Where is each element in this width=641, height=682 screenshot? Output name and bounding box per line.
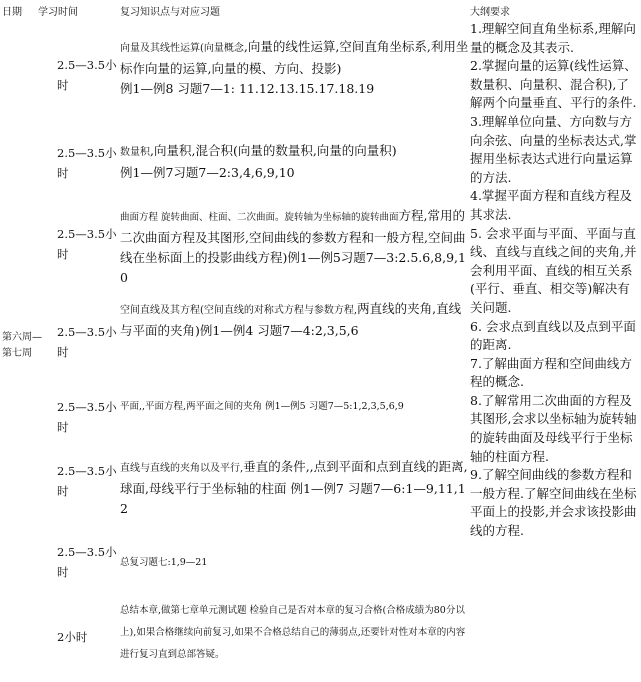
row-1-topic	[120, 36, 470, 98]
week-label: 第六周—第七周	[2, 332, 42, 359]
row-7-time: 2.5—3.5小时	[57, 545, 117, 579]
requirement-6: 6. 会求点到直线以及点到平面的距离.	[470, 318, 636, 353]
requirement-9: 9.了解空间曲线的参数方程和一般方程.了解空间曲线在坐标平面上的投影,并会求该投影曲线的方程.	[470, 467, 637, 539]
row-4-time: 2.5—3.5小时	[57, 325, 117, 359]
row-6-topic	[120, 456, 470, 518]
row-5-topic	[120, 394, 470, 416]
row-6-text: 垂直的条件,,点到平面和点到直线的距离,球面,母线平行于坐标轴的柱面 例1—例7 习题7—6:1—9,11,12	[120, 459, 468, 516]
row-8-topic	[120, 598, 470, 664]
row-3-text: 方程,常用的二次曲面方程及其图形,空间曲线的参数方程和一般方程,空间曲线在坐标面上的投影曲线方程)例1—例5习题7—3:2.5.6,8,9,10	[120, 208, 466, 285]
row-4-lead: 空间直线及其方程(空间直线的对称式方程与参数方程,	[120, 305, 358, 316]
row-3-time: 2.5—3.5小时	[57, 227, 117, 261]
row-5-lead: 平面,,平面方程,两平面之间的夹角 例1—例5 习题7—5:1,2,3,5,6,9	[120, 401, 404, 412]
row-3-topic	[120, 205, 470, 287]
row-4-text: 两直线的夹角,直线与平面的夹角)例1—例4 习题7—4:2,3,5,6	[120, 301, 462, 338]
header-date: 日期	[2, 7, 22, 18]
header-requirement: 大纲要求	[470, 7, 510, 18]
row-5-time: 2.5—3.5小时	[57, 400, 117, 434]
row-4-topic	[120, 298, 470, 340]
row-6-lead: 直线与直线的夹角以及平行,	[120, 463, 244, 474]
row-2-time: 2.5—3.5小时	[57, 146, 117, 180]
row-2-text: ,向量积,混合积(向量的数量积,向量的向量积)	[150, 143, 397, 158]
row-1-lead: 向量及其线性运算(向量概念	[120, 43, 244, 54]
row-1-text: ,向量的线性运算,空间直角坐标系,利用坐标作向量的运算,向量的模、方向、投影)	[120, 39, 469, 76]
row-3-lead: 曲面方程 旋转曲面、柱面、二次曲面。旋转轴为坐标轴的旋转曲面	[120, 212, 399, 223]
row-6-time: 2.5—3.5小时	[57, 464, 117, 498]
requirements-column	[470, 20, 638, 541]
header-time: 学习时间	[38, 7, 78, 18]
row-7-topic	[120, 550, 470, 572]
row-8-lead: 总结本章,做第七章单元测试题 检验自己是否对本章的复习合格(合格成绩为80分以上),如果合格继续向前复习,如果不合格总结自己的薄弱点,还要针对性对本章的内容进行复习直到总部答疑。	[120, 605, 466, 660]
requirement-3: 3.理解单位向量、方向数与方向余弦、向量的坐标表达式,掌握用坐标表达式进行向量运算的方法.	[470, 113, 637, 185]
requirement-1: 1.理解空间直角坐标系,理解向量的概念及其表示.	[470, 21, 636, 55]
requirement-5: 5. 会求平面与平面、平面与直线、直线与直线之间的夹角,并会利用平面、直线的相互关系(平行、垂直、相交等)解决有关问题.	[470, 225, 637, 315]
requirement-2: 2.掌握向量的运算(线性运算、数量积、向量积、混合积),了解两个向量垂直、平行的条件.	[470, 58, 637, 111]
row-1-exercise: 例1—例8 习题7—1: 11.12.13.15.17.18.19	[120, 81, 375, 96]
row-1-time: 2.5—3.5小时	[57, 58, 117, 92]
row-8-time: 2小时	[57, 630, 88, 644]
requirement-4: 4.掌握平面方程和直线方程及其求法.	[470, 188, 632, 222]
requirement-7: 7.了解曲面方程和空间曲线方程的概念.	[470, 355, 632, 390]
requirement-8: 8.了解常用二次曲面的方程及其图形,会求以坐标轴为旋转轴的旋转曲面及母线平行于坐标轴的柱面方程.	[470, 392, 637, 464]
row-2-exercise: 例1—例7习题7—2:3,4,6,9,10	[120, 165, 295, 180]
row-2-lead: 数量积	[120, 147, 150, 158]
row-2-topic	[120, 140, 470, 182]
header-topic: 复习知识点与对应习题	[120, 7, 220, 18]
row-7-lead: 总复习题七:1,9—21	[120, 557, 208, 568]
